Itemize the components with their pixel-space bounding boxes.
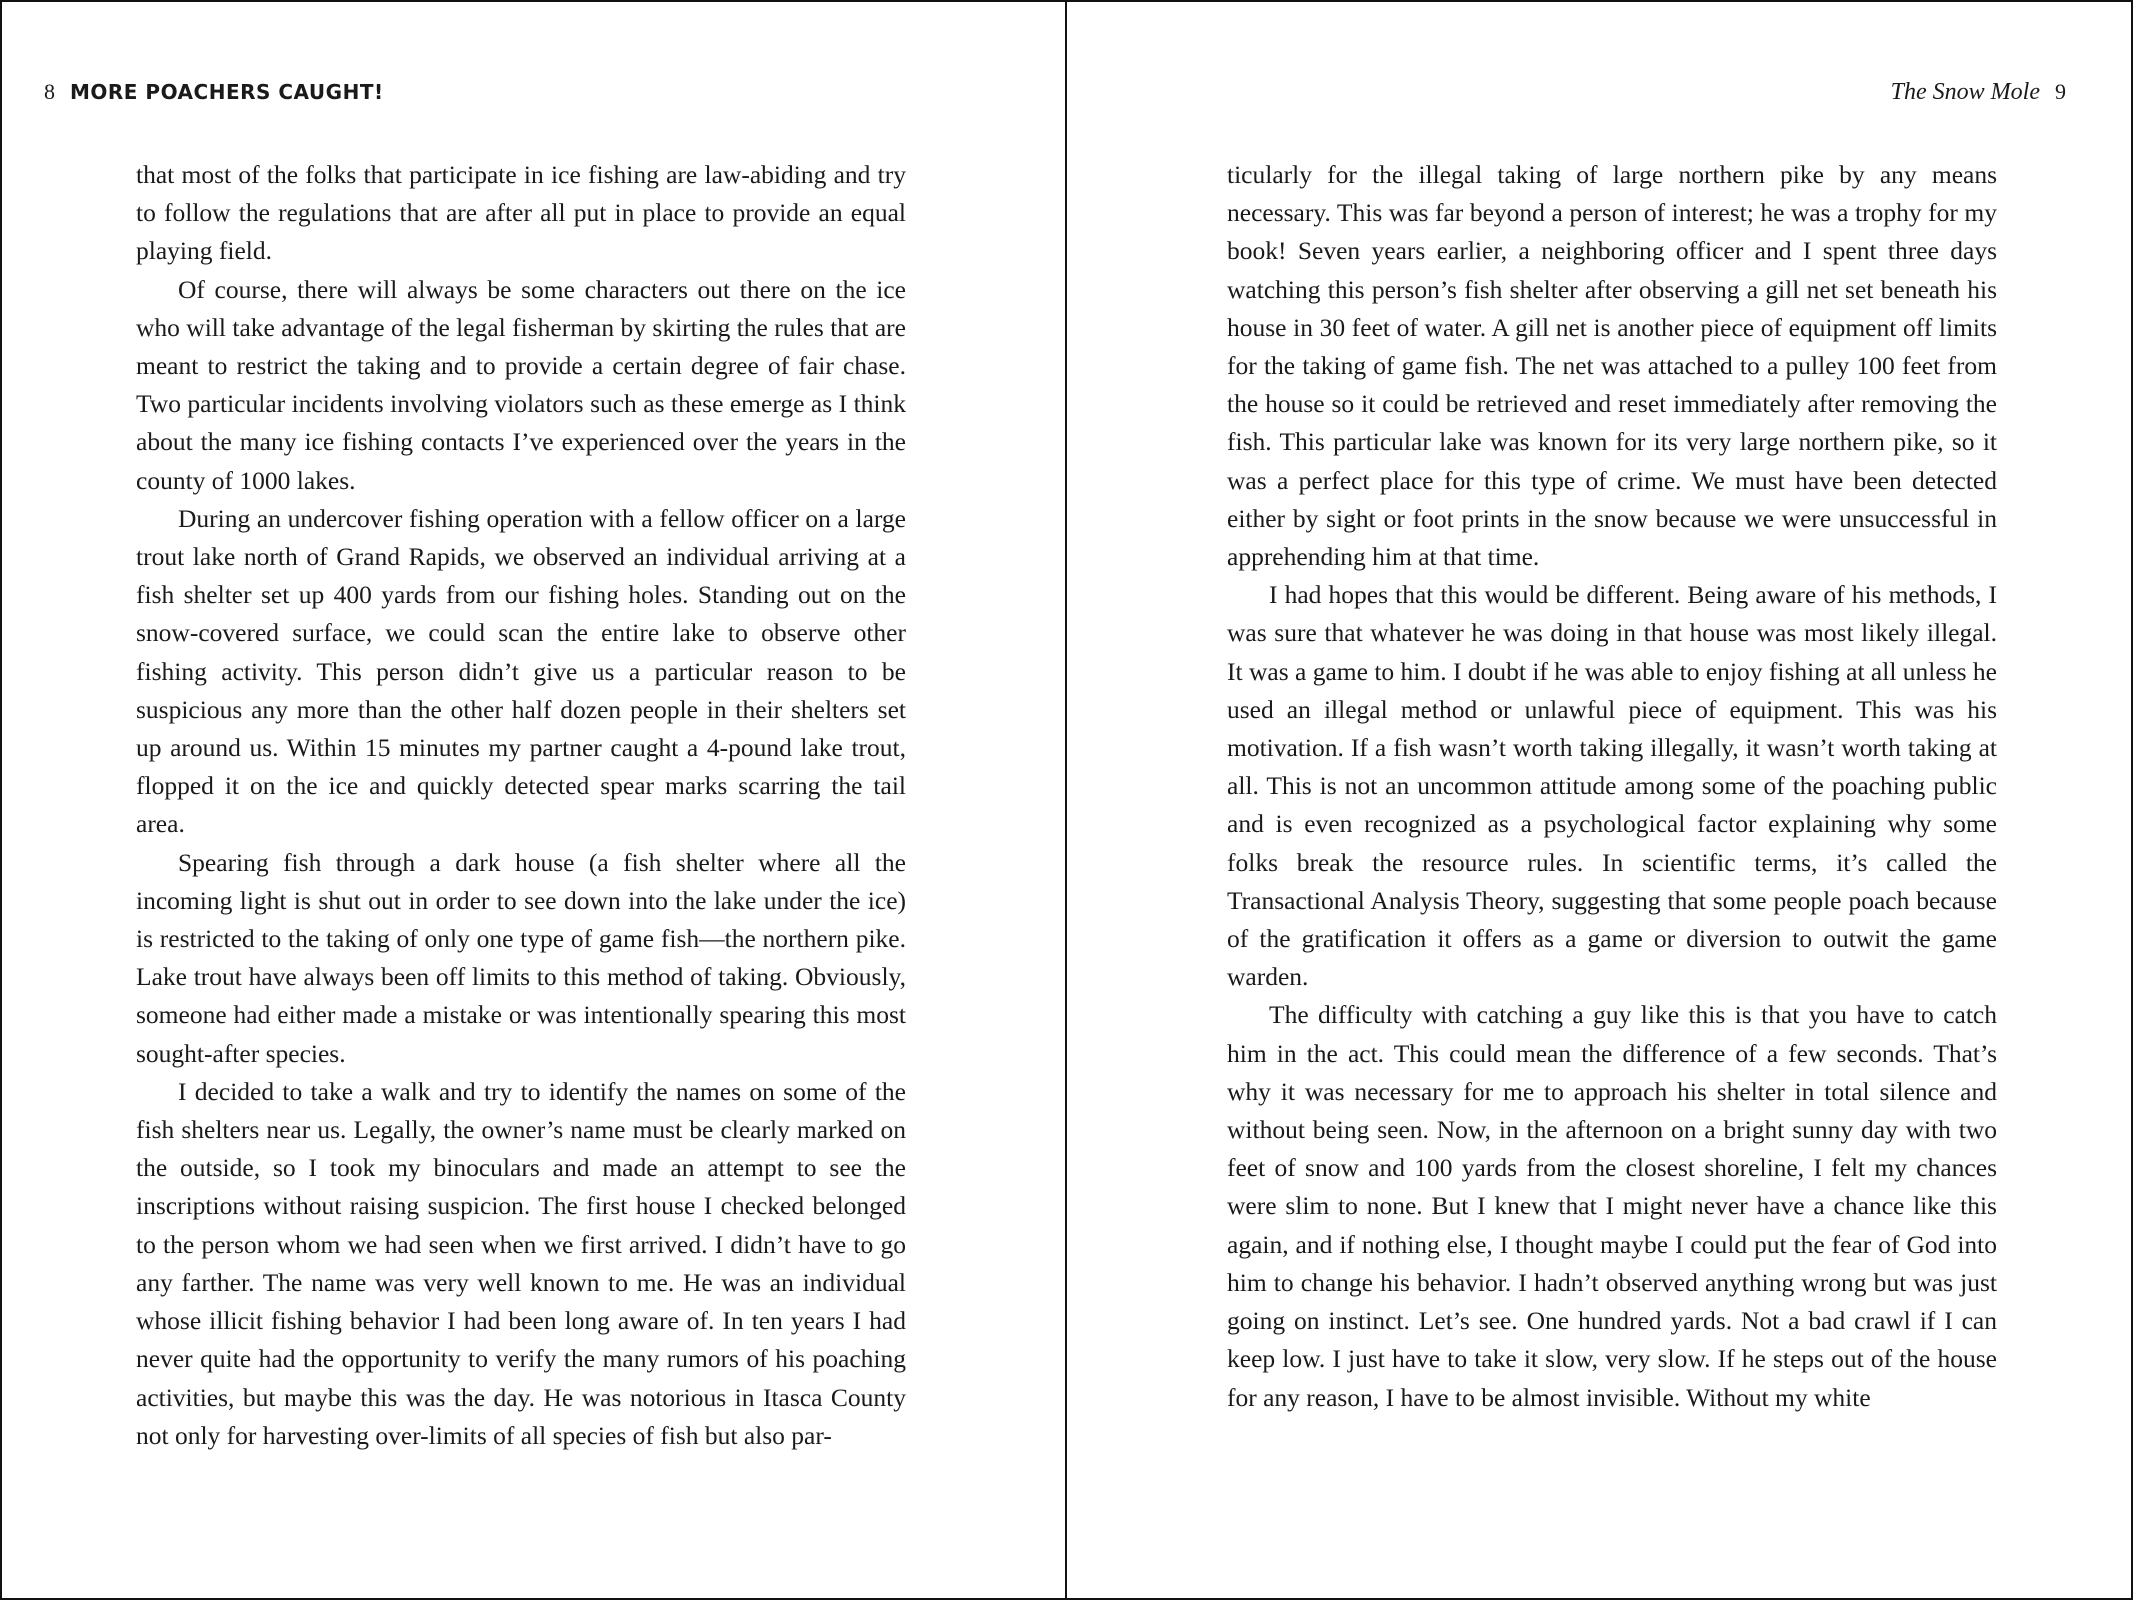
left-body-text xyxy=(136,156,906,1455)
right-running-head xyxy=(1891,78,2066,107)
chapter-title: The Snow Mole xyxy=(1890,79,2040,105)
left-paragraph: Of course, there will always be some characters out there on the ice who will take advantage of the legal fisherman by skirting the rules that are meant to restrict the taking and to provide a certain degree of fair chase. Two particular incidents involving violators such as these emerge as I think about the many ice fishing contacts I’ve experienced over the years in the county of 1000 lakes. xyxy=(136,274,906,495)
left-paragraph: During an undercover fishing operation with a fellow officer on a large trout lake north of Grand Rapids, we observed an individual arriving at a fish shelter set up 400 yards from our fishing holes. Standing out on the snow-covered surface, we could scan the entire lake to observe other fishing activity. This person didn’t give us a particular reason to be suspicious any more than the other half dozen people in their shelters set up around us. Within 15 minutes my partner caught a 4-pound lake trout, flopped it on the ice and quickly detected spear marks scarring the tail area. xyxy=(136,503,906,839)
right-paragraph: The difficulty with catching a guy like this is that you have to catch him in the act. This could mean the difference of a few seconds. That’s why it was necessary for me to approach his shelter in total silence and without being seen. Now, in the afternoon on a bright sunny day with two feet of snow and 100 yards from the closest shoreline, I felt my chances were slim to none. But I knew that I might never have a chance like this again, and if nothing else, I thought maybe I could put the fear of God into him to change his behavior. I hadn’t observed anything wrong but was just going on instinct. Let’s see. One hundred yards. Not a bad crawl if I can keep low. I just have to take it slow, very slow. If he steps out of the house for any reason, I have to be almost invisible. Without my white xyxy=(1227,1000,1997,1412)
left-paragraph: I decided to take a walk and try to identify the names on some of the fish shelters near us. Legally, the owner’s name must be clearly marked on the outside, so I took my binoculars and made an attempt to see the inscriptions without raising suspicion. The first house I checked belonged to the person whom we had seen when we first arrived. I didn’t have to go any farther. The name was very well known to me. He was an individual whose illicit fishing behavior I had been long aware of. In ten years I had never quite had the opportunity to verify the many rumors of his poaching activities, but maybe this was the day. He was notorious in Itasca County not only for harvesting over-limits of all species of fish but also par- xyxy=(136,1076,906,1450)
right-page xyxy=(1067,2,2131,1598)
left-page-number: 8 xyxy=(44,79,55,104)
left-running-head xyxy=(44,78,384,107)
left-paragraph: that most of the folks that participate in ice fishing are law-abiding and try to follow the regulations that are after all put in place to provide an equal playing field. xyxy=(136,160,906,266)
left-page xyxy=(2,2,1067,1598)
book-title: MORE POACHERS CAUGHT! xyxy=(70,80,384,104)
left-paragraph: Spearing fish through a dark house (a fish shelter where all the incoming light is shut out in order to see down into the lake under the ice) is restricted to the taking of only one type of game fish—the northern pike. Lake trout have always been off limits to this method of taking. Obviously, someone had either made a mistake or was intentionally spearing this most sought-after species. xyxy=(136,847,906,1068)
right-paragraph: I had hopes that this would be different. Being aware of his methods, I was sure that whatever he was doing in that house was most likely illegal. It was a game to him. I doubt if he was able to enjoy fishing at all unless he used an illegal method or unlawful piece of equipment. This was his motivation. If a fish wasn’t worth taking illegally, it wasn’t worth taking at all. This is not an uncommon attitude among some of the poaching public and is even recognized as a psychological factor explaining why some folks break the resource rules. In scientific terms, it’s called the Transactional Analysis Theory, suggesting that some people poach because of the gratification it offers as a game or diversion to outwit the game warden. xyxy=(1227,580,1997,992)
right-page-number: 9 xyxy=(2055,79,2066,104)
right-body-text xyxy=(1227,156,1997,1417)
right-paragraph: ticularly for the illegal taking of large northern pike by any means necessary. This was far beyond a person of interest; he was a trophy for my book! Seven years earlier, a neighboring officer and I spent three days watching this person’s fish shelter after observing a gill net set beneath his house in 30 feet of water. A gill net is another piece of equipment off limits for the taking of game fish. The net was attached to a pulley 100 feet from the house so it could be retrieved and reset immediately after removing the fish. This particular lake was known for its very large northern pike, so it was a perfect place for this type of crime. We must have been detected either by sight or foot prints in the snow because we were unsuccessful in apprehending him at that time. xyxy=(1227,160,1997,572)
